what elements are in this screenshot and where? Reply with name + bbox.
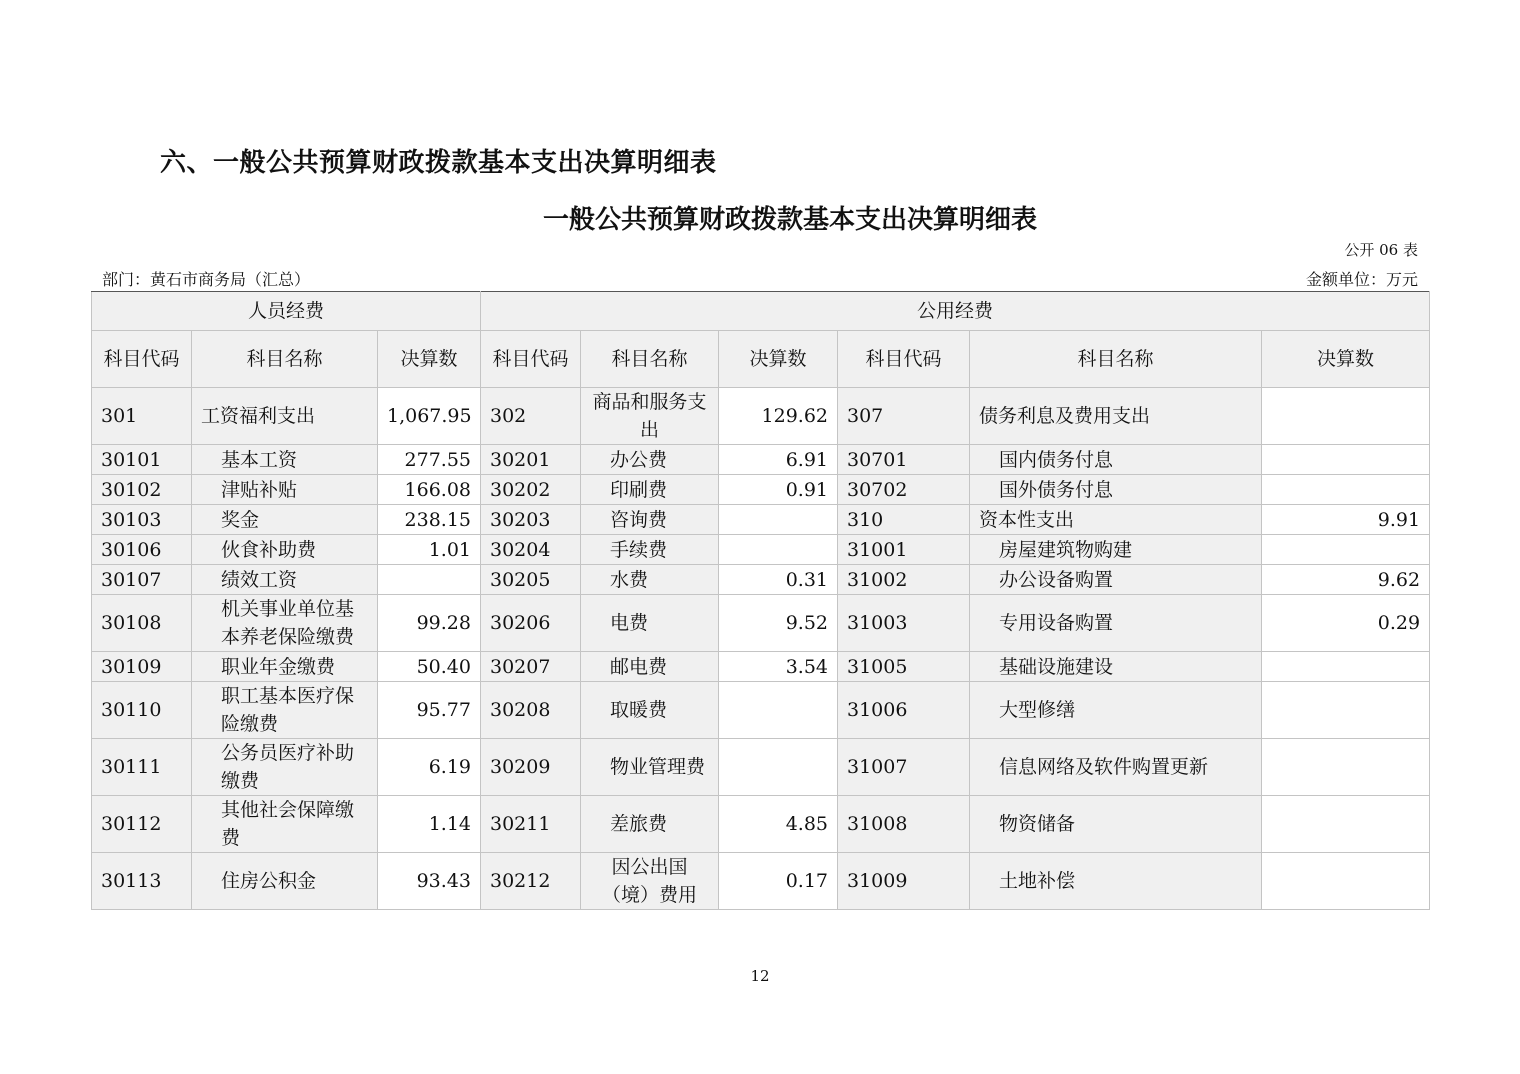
item-code: 31009 (838, 853, 970, 910)
item-code: 30208 (481, 682, 581, 739)
item-code: 30109 (92, 652, 192, 682)
item-code: 30102 (92, 475, 192, 505)
item-name: 债务利息及费用支出 (970, 388, 1262, 445)
item-amount (1262, 682, 1430, 739)
item-code: 31008 (838, 796, 970, 853)
item-amount (1262, 388, 1430, 445)
item-name: 职业年金缴费 (192, 652, 378, 682)
item-code: 30207 (481, 652, 581, 682)
item-code: 31007 (838, 739, 970, 796)
item-name: 机关事业单位基本养老保险缴费 (192, 595, 378, 652)
table-row (92, 388, 1430, 445)
item-amount: 1.01 (378, 535, 481, 565)
item-name: 商品和服务支出 (581, 388, 719, 445)
item-code: 30111 (92, 739, 192, 796)
item-amount (1262, 652, 1430, 682)
item-code: 310 (838, 505, 970, 535)
table-row (92, 505, 1430, 535)
item-name: 差旅费 (581, 796, 719, 853)
item-name: 国内债务付息 (970, 445, 1262, 475)
column-header: 科目代码 (481, 331, 581, 388)
item-amount: 9.52 (719, 595, 838, 652)
item-code: 30107 (92, 565, 192, 595)
column-header-row (92, 331, 1430, 388)
table-row (92, 652, 1430, 682)
item-code: 30113 (92, 853, 192, 910)
item-amount: 50.40 (378, 652, 481, 682)
table-row (92, 796, 1430, 853)
item-code: 30201 (481, 445, 581, 475)
item-code: 30101 (92, 445, 192, 475)
unit-label: 金额单位：万元 (1305, 270, 1418, 289)
item-code: 30202 (481, 475, 581, 505)
table-row (92, 535, 1430, 565)
item-amount: 6.91 (719, 445, 838, 475)
item-amount: 3.54 (719, 652, 838, 682)
item-code: 30209 (481, 739, 581, 796)
personnel-group-header: 人员经费 (92, 292, 481, 331)
item-code: 30112 (92, 796, 192, 853)
item-name: 公务员医疗补助缴费 (192, 739, 378, 796)
page-number: 12 (750, 967, 770, 985)
item-name: 水费 (581, 565, 719, 595)
item-name: 基本工资 (192, 445, 378, 475)
item-amount: 238.15 (378, 505, 481, 535)
item-amount (719, 739, 838, 796)
item-name: 咨询费 (581, 505, 719, 535)
item-amount (719, 535, 838, 565)
item-code: 30204 (481, 535, 581, 565)
item-code: 30103 (92, 505, 192, 535)
item-amount: 4.85 (719, 796, 838, 853)
item-amount (1262, 535, 1430, 565)
item-name: 住房公积金 (192, 853, 378, 910)
item-name: 信息网络及软件购置更新 (970, 739, 1262, 796)
item-name: 资本性支出 (970, 505, 1262, 535)
table-row (92, 475, 1430, 505)
table-title: 一般公共预算财政拨款基本支出决算明细表 (542, 205, 1037, 235)
item-name: 其他社会保障缴费 (192, 796, 378, 853)
column-header: 决算数 (1262, 331, 1430, 388)
table-row (92, 682, 1430, 739)
item-amount (1262, 739, 1430, 796)
table-row (92, 565, 1430, 595)
item-code: 30206 (481, 595, 581, 652)
item-code: 30212 (481, 853, 581, 910)
item-name: 国外债务付息 (970, 475, 1262, 505)
item-code: 31001 (838, 535, 970, 565)
item-code: 31006 (838, 682, 970, 739)
item-code: 30110 (92, 682, 192, 739)
item-amount: 0.91 (719, 475, 838, 505)
item-amount (719, 505, 838, 535)
item-name: 办公设备购置 (970, 565, 1262, 595)
table-row (92, 595, 1430, 652)
table-row (92, 853, 1430, 910)
item-amount: 277.55 (378, 445, 481, 475)
column-header: 科目名称 (581, 331, 719, 388)
item-name: 印刷费 (581, 475, 719, 505)
item-name: 伙食补助费 (192, 535, 378, 565)
item-amount (1262, 475, 1430, 505)
column-header: 决算数 (378, 331, 481, 388)
column-header: 决算数 (719, 331, 838, 388)
item-amount: 99.28 (378, 595, 481, 652)
item-amount: 1,067.95 (378, 388, 481, 445)
item-amount: 9.62 (1262, 565, 1430, 595)
item-amount: 0.29 (1262, 595, 1430, 652)
expenditure-detail-table (91, 291, 1430, 910)
item-code: 30108 (92, 595, 192, 652)
item-name: 物业管理费 (581, 739, 719, 796)
column-header: 科目代码 (838, 331, 970, 388)
item-code: 30702 (838, 475, 970, 505)
item-amount (1262, 853, 1430, 910)
item-name: 奖金 (192, 505, 378, 535)
item-amount: 95.77 (378, 682, 481, 739)
item-code: 307 (838, 388, 970, 445)
item-code: 301 (92, 388, 192, 445)
item-name: 物资储备 (970, 796, 1262, 853)
item-code: 30701 (838, 445, 970, 475)
column-header: 科目名称 (970, 331, 1262, 388)
item-name: 因公出国（境）费用 (581, 853, 719, 910)
item-code: 302 (481, 388, 581, 445)
item-name: 邮电费 (581, 652, 719, 682)
item-amount (719, 682, 838, 739)
item-amount: 6.19 (378, 739, 481, 796)
item-code: 31003 (838, 595, 970, 652)
item-amount: 129.62 (719, 388, 838, 445)
item-name: 房屋建筑物购建 (970, 535, 1262, 565)
item-name: 办公费 (581, 445, 719, 475)
item-name: 电费 (581, 595, 719, 652)
group-header-row (92, 292, 1430, 331)
item-name: 职工基本医疗保险缴费 (192, 682, 378, 739)
table-row (92, 445, 1430, 475)
public-group-header: 公用经费 (481, 292, 1430, 331)
item-name: 绩效工资 (192, 565, 378, 595)
item-code: 30203 (481, 505, 581, 535)
department-label: 部门：黄石市商务局（汇总） (102, 270, 311, 289)
item-amount (1262, 445, 1430, 475)
form-code: 公开 06 表 (1344, 241, 1418, 259)
item-name: 专用设备购置 (970, 595, 1262, 652)
item-amount: 9.91 (1262, 505, 1430, 535)
item-amount (1262, 796, 1430, 853)
item-code: 31002 (838, 565, 970, 595)
item-amount: 93.43 (378, 853, 481, 910)
item-name: 工资福利支出 (192, 388, 378, 445)
item-name: 手续费 (581, 535, 719, 565)
item-name: 取暖费 (581, 682, 719, 739)
item-code: 30211 (481, 796, 581, 853)
table-row (92, 739, 1430, 796)
item-code: 30106 (92, 535, 192, 565)
item-name: 津贴补贴 (192, 475, 378, 505)
item-code: 31005 (838, 652, 970, 682)
item-name: 大型修缮 (970, 682, 1262, 739)
column-header: 科目名称 (192, 331, 378, 388)
item-name: 基础设施建设 (970, 652, 1262, 682)
item-amount: 1.14 (378, 796, 481, 853)
section-heading: 六、一般公共预算财政拨款基本支出决算明细表 (160, 148, 717, 178)
item-amount: 166.08 (378, 475, 481, 505)
item-amount: 0.17 (719, 853, 838, 910)
item-code: 30205 (481, 565, 581, 595)
item-name: 土地补偿 (970, 853, 1262, 910)
item-amount: 0.31 (719, 565, 838, 595)
column-header: 科目代码 (92, 331, 192, 388)
item-amount (378, 565, 481, 595)
